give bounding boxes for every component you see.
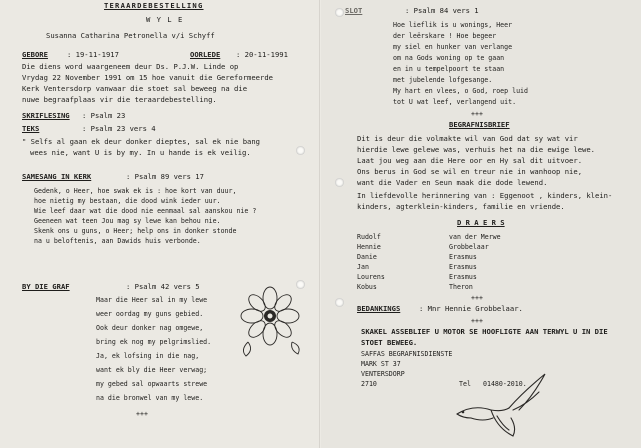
graf-label: BY DIE GRAF [22,282,70,291]
draer-first-name: Lourens [357,273,385,281]
graf-line-3: Ook deur donker nag omgewe, [96,324,204,332]
funeral-home-street: MARK ST 37 [361,360,401,368]
graf-line-6: want ek bly die Heer verwag; [96,366,208,374]
samesang-line-5: Skenk ons u guns, o Heer; help ons in donker stonde [34,227,237,235]
draer-first-name: Hennie [357,243,381,251]
teks-line-2: wees nie, want U is by my. In u hande is ek veilig. [30,148,251,157]
family-line-1: In liefdevolle herinnering van : Eggenoot , kinders, klein- [357,191,613,200]
samesang-line-4: Geeneen wat teen Jou mag sy lewe kan behou nie. [34,217,221,225]
slot-line-5: en in u tempelpoort te staan [393,65,505,73]
slot-line-6: met jubelende lofgesange. [393,76,493,84]
graf-line-8: na die bronwel van my lewe. [96,394,204,402]
slot-line-7: My hart en vlees, o God, roep luid [393,87,528,95]
gebore-label: GEBORE [22,50,48,59]
graf-line-7: my gebed sal opwaarts strewe [96,380,208,388]
begrafnis-line-3: Laat jou weg aan die Here oor en Hy sal dit uitvoer. [357,156,583,165]
begrafnis-line-4: Ons berus in God se wil en treur nie in wanhoop nie, [357,167,583,176]
begrafnisbrief-title: BEGRAFNISBRIEF [449,120,510,129]
begrafnis-line-1: Dit is deur die volmakte wil van God dat sy wat vir [357,134,578,143]
slot-line-3: my siel en hunker van verlange [393,43,513,51]
separator-mark-2: +++ [471,294,483,302]
draer-last-name: Erasmus [449,273,477,281]
graf-line-2: weer oordag my guns gebied. [96,310,204,318]
teks-reference: : Psalm 23 vers 4 [82,124,156,133]
draer-last-name: Erasmus [449,253,477,261]
slot-line-4: om na Gods woning op te gaan [393,54,505,62]
funeral-home-name: SAFFAS BEGRAFNISDIENSTE [361,350,453,358]
samesang-label: SAMESANG IN KERK [22,172,92,181]
flower-illustration [236,284,306,358]
separator-mark-1: +++ [471,110,483,118]
draer-last-name: Erasmus [449,263,477,271]
intro-line-3: Kerk Ventersdorp vanwaar die stoet sal beweeg na die [22,84,248,93]
gebore-date: : 19-11-1917 [67,50,119,59]
punch-hole [296,280,305,289]
funeral-home-town: VENTERSDORP [361,370,405,378]
samesang-line-6: na u beloftenis, aan Dawids huis verbonde. [34,237,201,245]
samesang-line-2: hoe nietig my bestaan, die dood wink ieder uur. [34,197,221,205]
draer-first-name: Rudolf [357,233,381,241]
oorlede-label: OORLEDE [190,50,221,59]
intro-line-1: Die diens word waargeneem deur Ds. P.J.W. Linde op [22,62,239,71]
draers-title: D R A E R S [457,218,505,227]
graf-line-5: Ja, ek lofsing in die nag, [96,352,200,360]
telephone-label: Tel [459,380,471,388]
graf-line-1: Maar die Heer sal in my lewe [96,296,208,304]
skriflesing-reference: : Psalm 23 [82,111,126,120]
notice-line-1: SKAKEL ASSEBLIEF U MOTOR SE HOOFLIGTE AAN TERWYL U IN DIE [361,327,608,336]
samesang-line-3: Wie leef daar wat die dood nie eenmaal sal aanskou nie ? [34,207,257,215]
dove-illustration [453,370,553,442]
document-title: TERAARDEBESTELLING [104,1,204,10]
draer-last-name: van der Merwe [449,233,501,241]
teks-line-1: " Selfs al gaan ek deur donker dieptes, sal ek nie bang [22,137,260,146]
punch-hole [335,8,344,17]
funeral-home-postcode: 2710 [361,380,377,388]
deceased-name: Susanna Catharina Petronella v/i Schyff [46,31,215,40]
telephone-number: 01480-2010. [483,380,527,388]
bedankings-label: BEDANKINGS [357,304,401,313]
skriflesing-label: SKRIFLESING [22,111,70,120]
intro-line-2: Vrydag 22 November 1991 om 15 hoe vanuit die Gereformeerde [22,73,273,82]
draer-first-name: Danie [357,253,377,261]
begrafnis-line-2: hierdie lewe gelewe was, verhuis het na die ewige lewe. [357,145,595,154]
graf-reference: : Psalm 42 vers 5 [126,282,200,291]
family-line-2: kinders, agterklein-kinders, familie en vriende. [357,202,565,211]
draer-last-name: Theron [449,283,473,291]
left-end-mark: +++ [136,410,148,418]
slot-label: SLOT [345,6,363,15]
slot-line-8: tot U wat leef, verlangend uit. [393,98,517,106]
notice-line-2: STOET BEWEEG. [361,338,418,347]
slot-line-1: Hoe lieflik is u wonings, Heer [393,21,513,29]
bedankings-value: : Mnr Hennie Grobbelaar. [419,304,523,313]
graf-line-4: bring ek nog my pelgrimslied. [96,338,212,346]
slot-reference: : Psalm 84 vers 1 [405,6,479,15]
teks-label: TEKS [22,124,40,133]
punch-hole [335,178,344,187]
draer-first-name: Kobus [357,283,377,291]
samesang-reference: : Psalm 89 vers 17 [126,172,204,181]
wyle-heading: W Y L E [146,15,184,24]
separator-mark-3: +++ [471,317,483,325]
intro-line-4: nuwe begraafplaas vir die teraardebestelling. [22,95,217,104]
draer-first-name: Jan [357,263,369,271]
right-page [321,0,641,448]
punch-hole [296,146,305,155]
slot-line-2: der leërskare ! Hoe begeer [393,32,497,40]
punch-hole [335,298,344,307]
draer-last-name: Grobbelaar [449,243,489,251]
oorlede-date: : 20-11-1991 [236,50,288,59]
left-page [0,0,320,448]
begrafnis-line-5: want die Vader en Seun maak die dode lewend. [357,178,548,187]
samesang-line-1: Gedenk, o Heer, hoe swak ek is : hoe kort van duur, [34,187,237,195]
